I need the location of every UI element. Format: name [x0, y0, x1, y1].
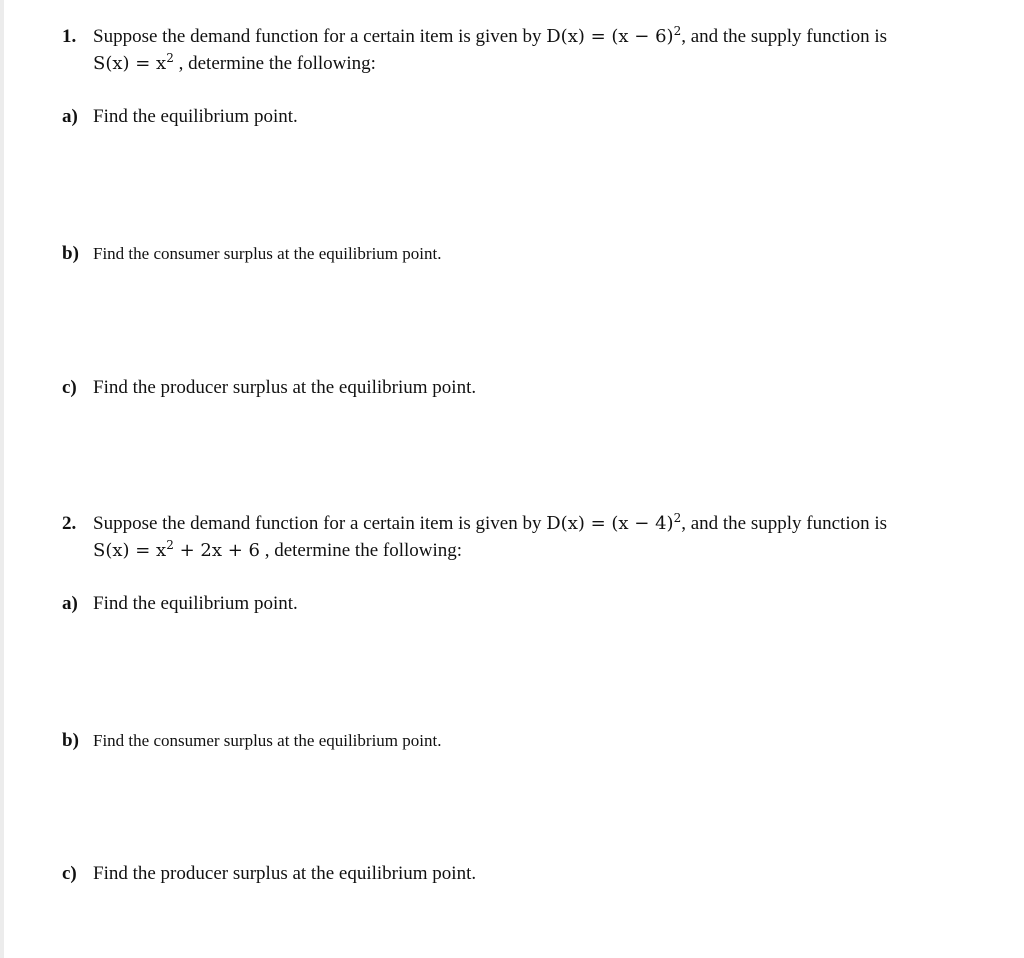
part-label: a) [62, 106, 78, 127]
part-label: b) [62, 730, 79, 751]
problem-intro-continued: , and the supply function is [681, 513, 888, 534]
part-b-text: Find the consumer surplus at the equilibrium point. [93, 731, 442, 750]
problem-number: 1. [62, 26, 77, 47]
problem-statement-line-2 [93, 52, 376, 76]
part-c-text: Find the producer surplus at the equilibrium point. [93, 377, 477, 398]
page-left-border [0, 0, 4, 958]
part-label: c) [62, 377, 77, 398]
part-label: a) [62, 593, 78, 614]
part-c-text: Find the producer surplus at the equilibrium point. [93, 863, 477, 884]
part-label: b) [62, 243, 79, 264]
demand-function: $D(x) = (x - 6)^2$ [546, 24, 682, 47]
problem-statement-line-2 [93, 539, 462, 563]
problem-number: 2. [62, 513, 77, 534]
part-b-text: Find the consumer surplus at the equilibrium point. [93, 244, 442, 263]
supply-function: $S(x) = x^2$ [93, 51, 174, 74]
part-label: c) [62, 863, 77, 884]
problem-intro: Suppose the demand function for a certain item is given by [93, 513, 542, 534]
part-a-text: Find the equilibrium point. [93, 593, 298, 614]
problem-instruction: , determine the following: [264, 540, 463, 561]
supply-function: $S(x) = x^2 + 2x + 6$ [93, 538, 260, 561]
part-a-text: Find the equilibrium point. [93, 106, 298, 127]
demand-function: $D(x) = (x - 4)^2$ [546, 511, 682, 534]
problem-statement-line-1 [93, 25, 887, 49]
problem-intro: Suppose the demand function for a certain item is given by [93, 26, 542, 47]
problem-instruction: , determine the following: [178, 53, 376, 74]
problem-statement-line-1 [93, 512, 887, 536]
problem-intro-continued: , and the supply function is [681, 26, 888, 47]
